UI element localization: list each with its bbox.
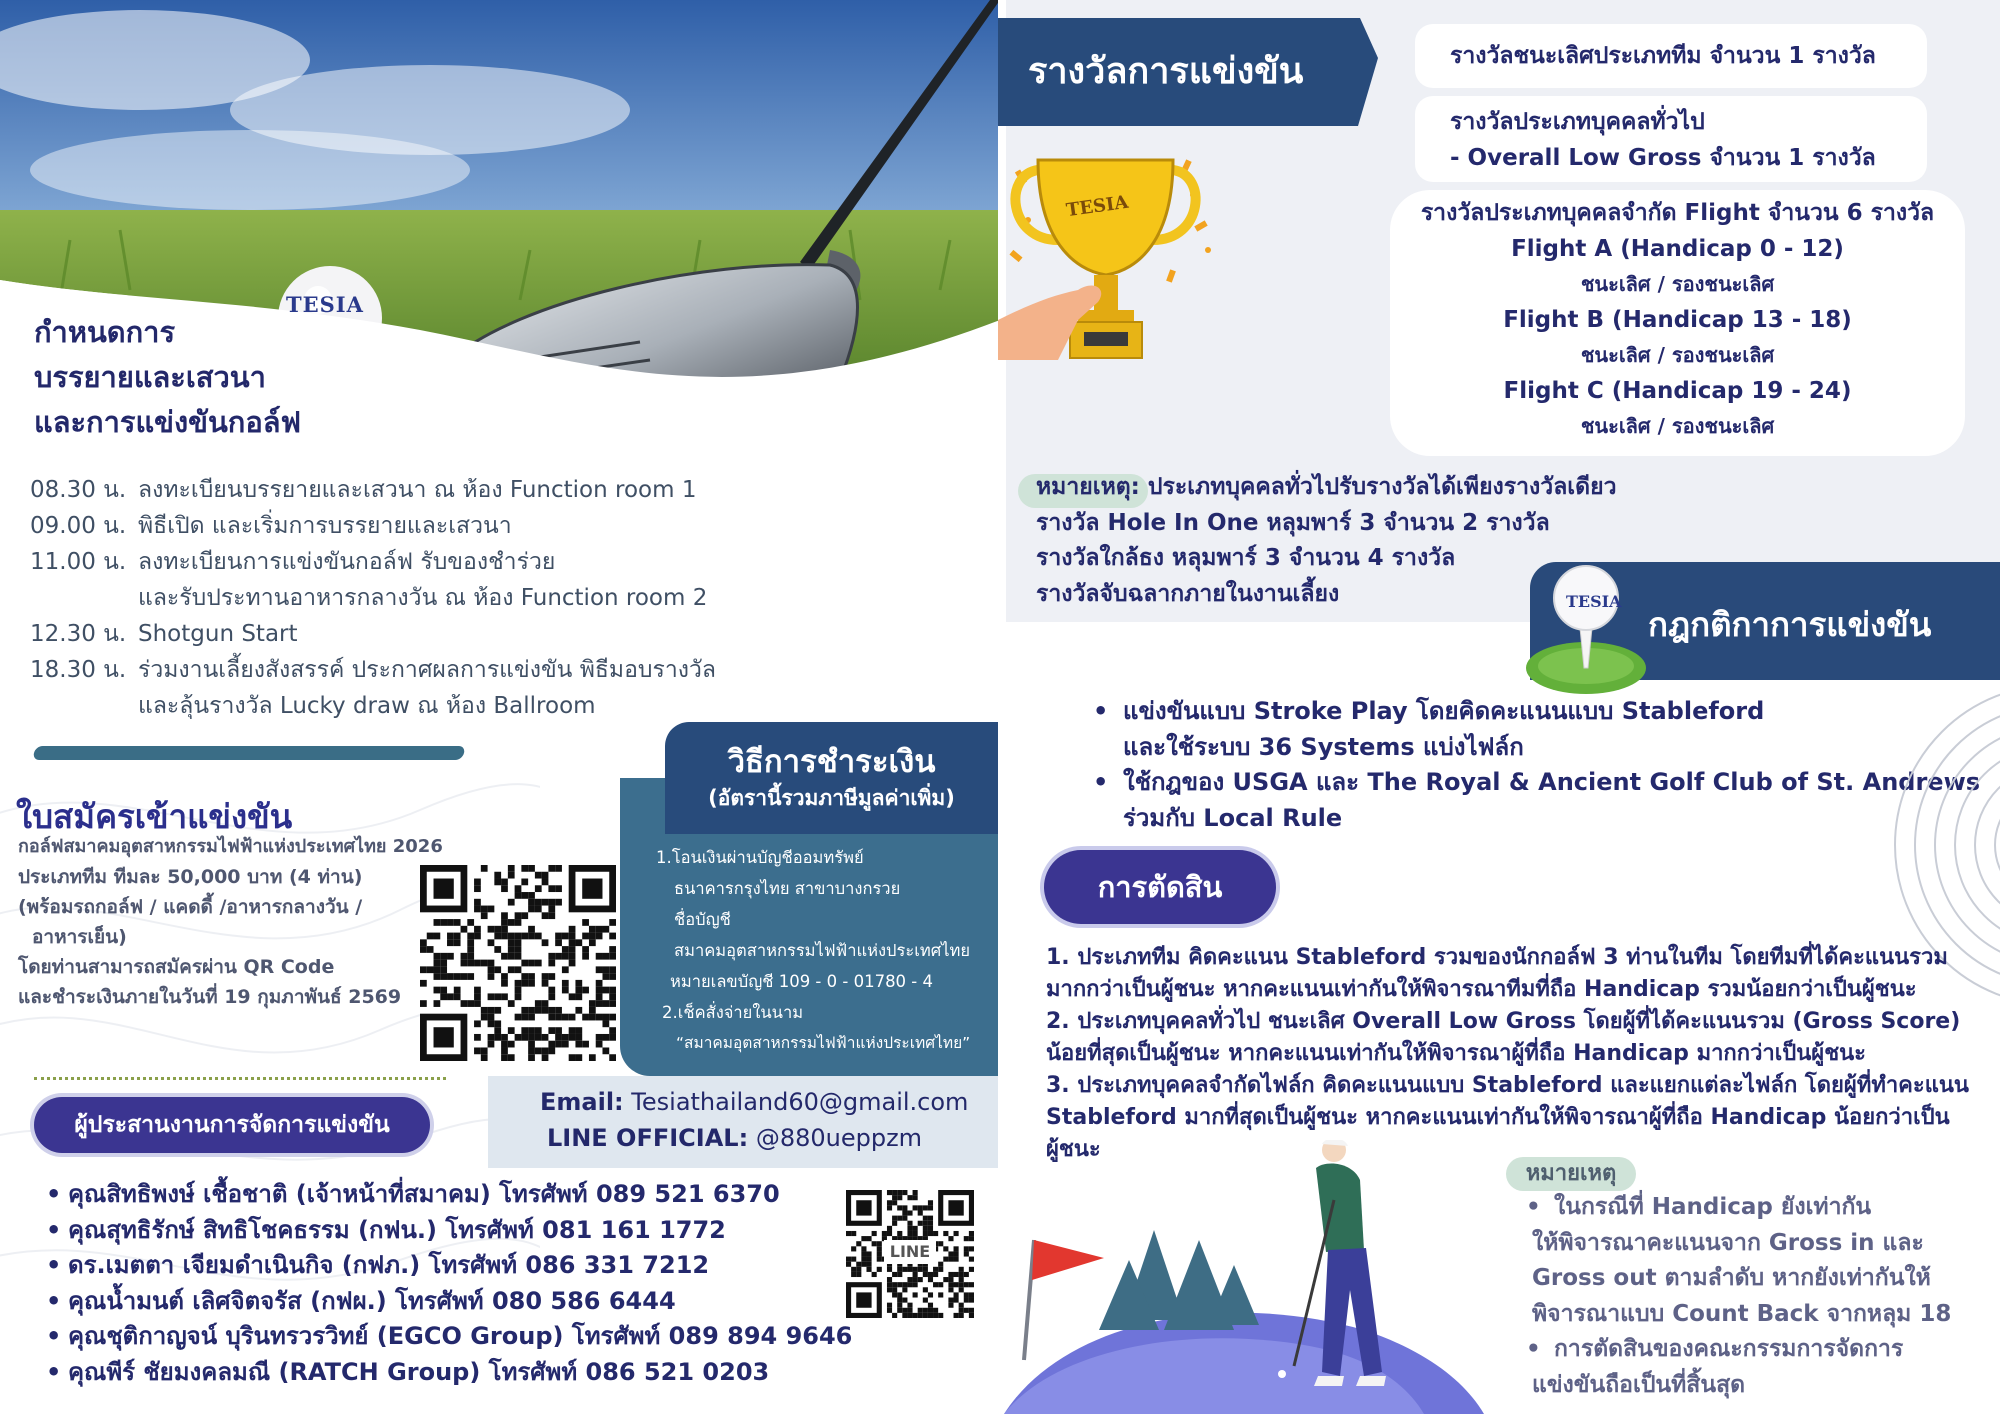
note-line [1036,470,1736,506]
rule-item: • ใช้กฎของ USGA และ The Royal & Ancient Golf Club of St. Andrews [1123,765,1973,801]
email-link[interactable]: Tesiathailand60@gmail.com [631,1088,969,1116]
decision-line: ผู้ชนะ [1046,1137,1101,1162]
title-line: บรรยายและเสวนา [34,360,266,394]
schedule-time: 08.30 น. [30,477,127,503]
schedule-text: ร่วมงานเลี้ยงสังสรรค์ ประกาศผลการแข่งขัน พิธีมอบรางวัล [138,657,716,683]
registration-info [18,832,443,1012]
registration-line: และชำระเงินภายในวันที่ 19 กุมภาพันธ์ 2569 [18,986,402,1008]
title-line: กำหนดการ [34,315,176,349]
email-line [540,1088,968,1116]
payment-subtitle: (อัตรานี้รวมภาษีมูลค่าเพิ่ม) [708,786,955,810]
registration-title: ใบสมัครเข้าแข่งขัน [16,797,293,836]
schedule-time: 09.00 น. [30,513,127,539]
rule-item-cont: ร่วมกับ Local Rule [1123,803,1343,832]
schedule-row [30,616,980,652]
dotted-divider [34,1077,446,1080]
decision-line: มากกว่าเป็นผู้ชนะ หากคะแนนเท่ากันให้พิจารณาทีมที่ถือ Handicap รวมน้อยกว่าเป็นผู้ชนะ [1046,977,1917,1002]
note2-line: พิจารณาแบบ Count Back จากหลุม 18 [1532,1300,1952,1327]
flight-b: Flight B (Handicap 13 - 18) [1503,306,1852,333]
awards-title: รางวัลการแข่งขัน [1028,51,1304,92]
schedule-list [30,472,980,724]
line-qr-label: LINE [884,1240,936,1264]
registration-line: กอล์ฟสมาคมอุตสาหกรรมไฟฟ้าแห่งประเทศไทย 2026 [18,836,443,857]
award-general-text [1450,104,1876,176]
payment-details [656,842,996,1059]
schedule-text: Shotgun Start [138,621,298,647]
award-general-line: - Overall Low Gross จำนวน 1 รางวัล [1450,145,1876,171]
coordinator-title: ผู้ประสานงานการจัดการแข่งขัน [34,1097,430,1153]
schedule-text: ลงทะเบียนบรรยายและเสวนา ณ ห้อง Function room 1 [138,477,697,503]
flight-c: Flight C (Handicap 19 - 24) [1503,377,1852,404]
registration-qr-code[interactable] [420,865,616,1061]
schedule-text-cont: และรับประทานอาหารกลางวัน ณ ห้อง Function room 2 [138,585,708,611]
golf-tee-icon [1526,556,1646,696]
coordinator-item: • ดร.เมตตา เจียมดำเนินกิจ (กฟภ.) โทรศัพท์ 086 331 7212 [46,1248,846,1284]
decision-line: 1. ประเภททีม คิดคะแนน Stableford รวมของนักกอล์ฟ 3 ท่านในทีม โดยทีมที่ได้คะแนนรวม [1046,945,1948,970]
schedule-row [30,472,980,508]
schedule-text-cont: และลุ้นรางวัล Lucky draw ณ ห้อง Ballroom [138,693,596,719]
flight-a: Flight A (Handicap 0 - 12) [1511,235,1844,262]
payment-line: ธนาคารกรุงไทย สาขาบางกรวย [674,879,901,898]
coordinator-item: • คุณสิทธิพงษ์ เชื้อชาติ (เจ้าหน้าที่สมาคม) โทรศัพท์ 089 521 6370 [46,1177,846,1213]
payment-line: 1.โอนเงินผ่านบัญชีออมทรัพย์ [656,848,864,867]
schedule-time: 18.30 น. [30,657,127,683]
registration-line: (พร้อมรถกอล์ฟ / แคดดี้ /อาหารกลางวัน / [18,896,363,918]
note2-text [1532,1190,1992,1403]
schedule-text: ลงทะเบียนการแข่งขันกอล์ฟ รับของชำร่วย [138,549,556,575]
decision-title: การตัดสิน [1044,850,1276,924]
decision-text [1046,942,1986,1166]
payment-line: 2.เช็คสั่งจ่ายในนาม [662,1003,804,1022]
note-text: ประเภทบุคคลทั่วไปรับรางวัลได้เพียงรางวัลเดียว [1147,474,1617,500]
coordinator-list [46,1177,853,1390]
rule-item: • แข่งขันแบบ Stroke Play โดยคิดคะแนนแบบ Stableford [1123,694,1973,730]
line-id-link[interactable]: @880ueppzm [755,1124,923,1152]
registration-line: โดยท่านสามารถสมัครผ่าน QR Code [18,956,335,978]
award-team-text: รางวัลชนะเลิศประเภททีม จำนวน 1 รางวัล [1450,43,1876,69]
decision-line: 3. ประเภทบุคคลจำกัดไฟล์ก คิดคะแนนแบบ Stableford และแยกแต่ละไฟล์ก โดยผู้ที่ทำคะแนน [1046,1073,1969,1098]
note-label: หมายเหตุ: [1036,474,1140,500]
schedule-row [30,544,980,580]
golf-ball-logo: TESIA [286,292,364,317]
note2-line: ให้พิจารณาคะแนนจาก Gross in และ [1532,1229,1924,1256]
flight-b-prize: ชนะเลิศ / รองชนะเลิศ [1580,343,1775,367]
title-line: และการแข่งขันกอล์ฟ [34,405,302,439]
rule-item-cont: และใช้ระบบ 36 Systems แบ่งไฟล์ก [1123,732,1524,761]
coordinator-item: • คุณชุติกาญจน์ บุรินทรวรวิทย์ (EGCO Group) โทรศัพท์ 089 894 9646 [46,1319,846,1355]
flight-title: รางวัลประเภทบุคคลจำกัด Flight จำนวน 6 รางวัล [1420,200,1935,226]
registration-line: อาหารเย็น) [32,926,127,948]
decision-line: น้อยที่สุดเป็นผู้ชนะ หากคะแนนเท่ากันให้พิจารณาผู้ที่ถือ Handicap มากกว่าเป็นผู้ชนะ [1046,1041,1866,1066]
registration-line: ประเภททีม ทีมละ 50,000 บาท (4 ท่าน) [18,866,363,888]
note2-label: หมายเหตุ [1506,1157,1636,1191]
brush-divider [32,746,465,760]
line-official-line [547,1124,922,1152]
payment-title: วิธีการชำระเงิน [727,744,936,780]
decision-line: Stableford มากที่สุดเป็นผู้ชนะ หากคะแนนเท่ากันให้พิจารณาผู้ที่ถือ Handicap น้อยกว่าเป็น [1046,1105,1950,1130]
note-line: รางวัลใกล้ธง หลุมพาร์ 3 จำนวน 4 รางวัล [1036,545,1456,571]
rules-logo: TESIA [1566,592,1622,611]
schedule-text: พิธีเปิด และเริ่มการบรรยายและเสวนา [138,513,512,539]
schedule-time: 12.30 น. [30,621,127,647]
flight-c-prize: ชนะเลิศ / รองชนะเลิศ [1580,414,1775,438]
schedule-time: 11.00 น. [30,549,127,575]
award-general-line: รางวัลประเภทบุคคลทั่วไป [1450,109,1705,135]
payment-line: ชื่อบัญชี [674,910,731,929]
trophy-logo: TESIA [1064,191,1130,222]
rules-list [1123,694,1981,836]
note2-line: Gross out ตามลำดับ หากยังเท่ากันให้ [1532,1265,1931,1291]
decision-line: 2. ประเภทบุคคลทั่วไป ชนะเลิศ Overall Low Gross โดยผู้ที่ได้คะแนนรวม (Gross Score) [1046,1009,1961,1034]
coordinator-item: • คุณสุทธิรักษ์ สิทธิโชคธรรม (กฟน.) โทรศัพท์ 081 161 1772 [46,1213,846,1249]
rules-title: กฎกติกาการแข่งขัน [1648,605,1932,644]
golfer-scene-illustration [1004,1140,1504,1414]
note-line: รางวัล Hole In One หลุมพาร์ 3 จำนวน 2 รางวัล [1036,509,1550,536]
coordinator-item: • คุณพีร์ ชัยมงคลมณี (RATCH Group) โทรศัพท์ 086 521 0203 [46,1355,846,1391]
payment-line: “สมาคมอุตสาหกรรมไฟฟ้าแห่งประเทศไทย” [676,1034,971,1052]
note2-line: • การตัดสินของคณะกรรมการจัดการ [1532,1332,1992,1368]
award-flight-text [1390,196,1965,445]
schedule-row [30,508,980,544]
payment-line: สมาคมอุตสาหกรรมไฟฟ้าแห่งประเทศไทย [674,941,971,960]
email-label: Email: [540,1088,624,1116]
line-label: LINE OFFICIAL: [547,1124,749,1152]
flight-a-prize: ชนะเลิศ / รองชนะเลิศ [1580,272,1775,296]
schedule-row [30,652,980,688]
coordinator-item: • คุณน้ำมนต์ เลิศจิตจรัส (กฟผ.) โทรศัพท์ 080 586 6444 [46,1284,846,1320]
note2-line: • ในกรณีที่ Handicap ยังเท่ากัน [1532,1190,1992,1226]
note2-line: แข่งขันถือเป็นที่สิ้นสุด [1532,1371,1746,1398]
payment-line: หมายเลขบัญชี 109 - 0 - 01780 - 4 [670,972,934,991]
schedule-title [34,310,464,445]
note-line: รางวัลจับฉลากภายในงานเลี้ยง [1036,580,1340,607]
trophy-illustration [998,130,1228,380]
